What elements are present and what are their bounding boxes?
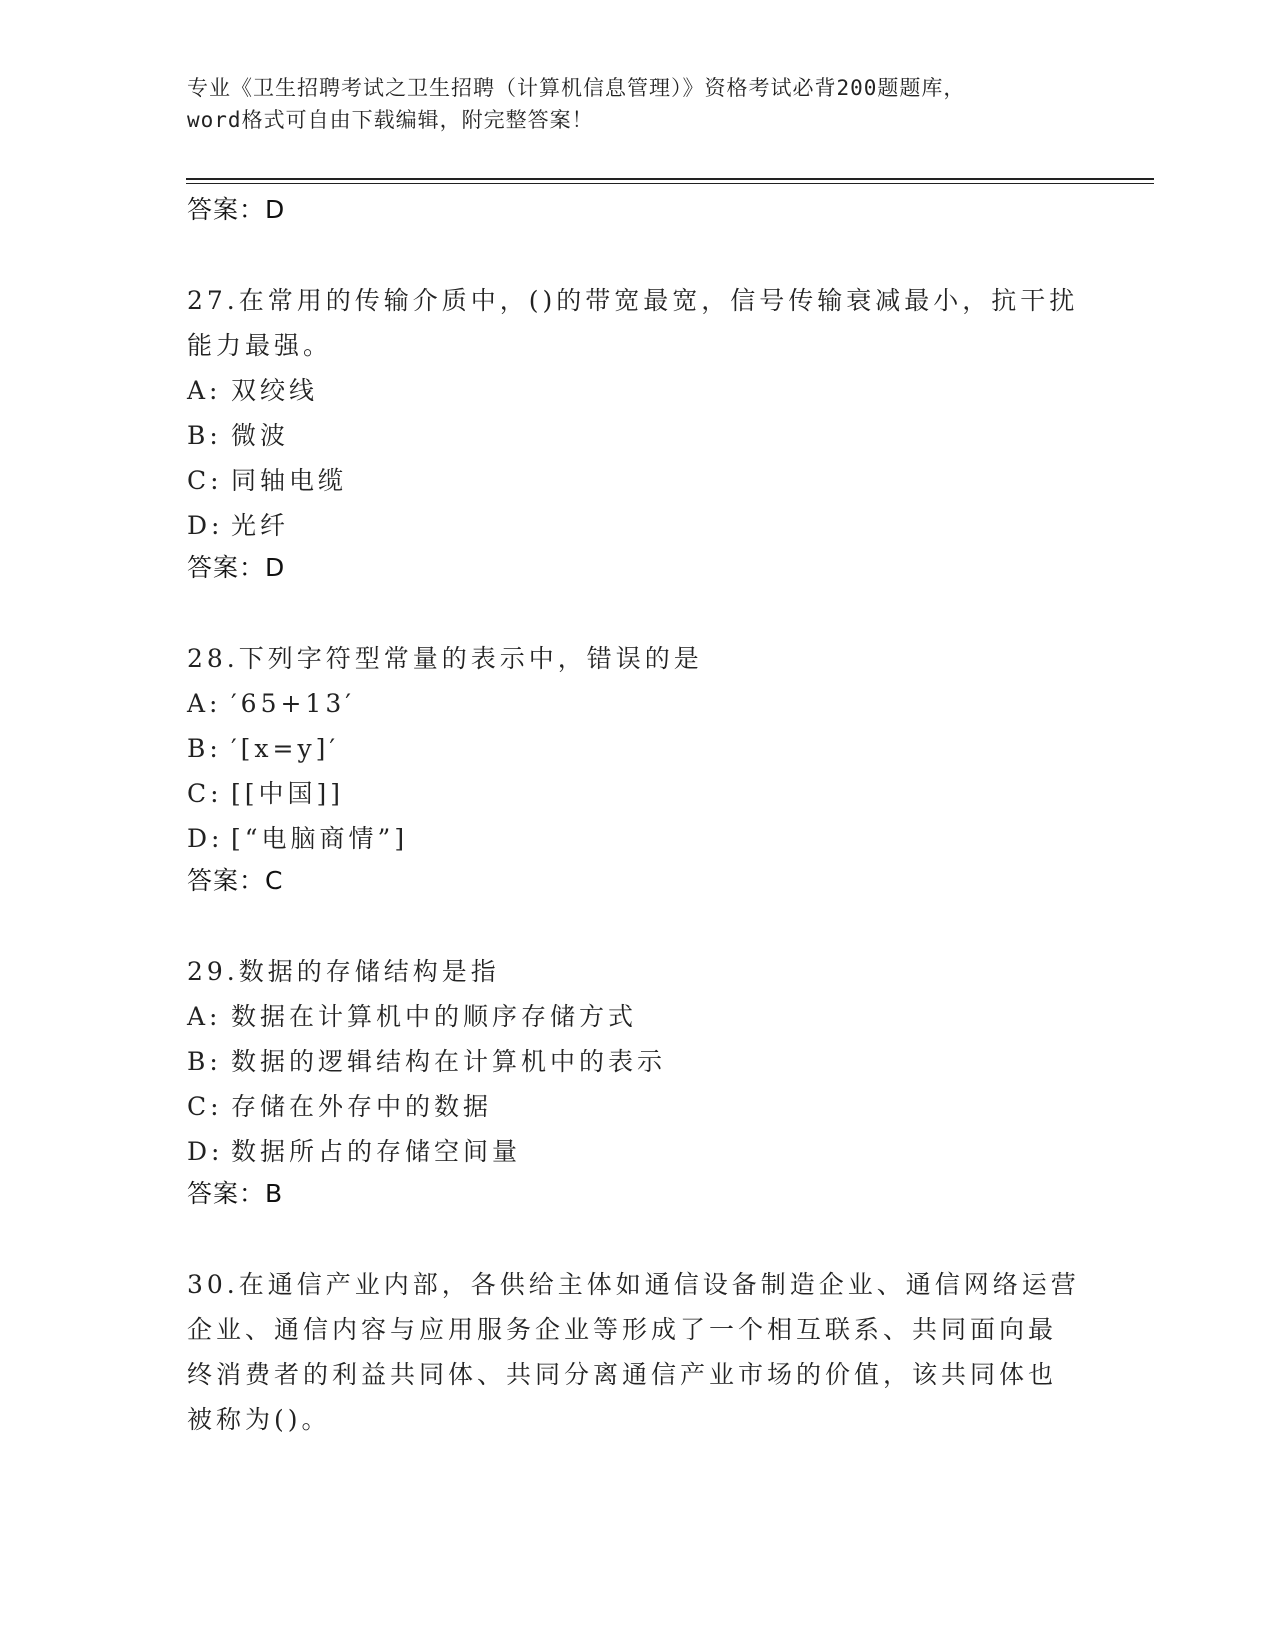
option-c (187, 771, 1087, 816)
option-text: ′[x=y]′ (231, 734, 340, 763)
question-text-line: 29.数据的存储结构是指 (187, 957, 500, 986)
previous-answer: 答案：D (187, 195, 286, 224)
option-a (187, 368, 1087, 413)
spacer (187, 588, 1087, 636)
header-title-line-1: 专业《卫生招聘考试之卫生招聘（计算机信息管理）》资格考试必背200题题库， (187, 76, 966, 100)
option-d (187, 1129, 1087, 1174)
question-list (187, 190, 1087, 1442)
answer-line: 答案：B (187, 1179, 284, 1208)
option-key: B: (187, 1047, 222, 1076)
option-d (187, 503, 1087, 548)
option-text: 数据在计算机中的顺序存储方式 (231, 1002, 638, 1031)
option-key: D: (187, 824, 224, 853)
option-text: 数据的逻辑结构在计算机中的表示 (231, 1047, 667, 1076)
option-a (187, 994, 1087, 1039)
question-text-line: 终消费者的利益共同体、共同分离通信产业市场的价值，该共同体也 (187, 1360, 1058, 1389)
option-key: A: (187, 689, 222, 718)
option-text: 双绞线 (231, 376, 319, 405)
header-divider-thin (186, 183, 1154, 184)
spacer (187, 901, 1087, 949)
option-key: B: (187, 421, 222, 450)
option-c (187, 1084, 1087, 1129)
option-key: B: (187, 734, 222, 763)
option-d (187, 816, 1087, 861)
question-text-line: 27.在常用的传输介质中，()的带宽最宽，信号传输衰减最小，抗干扰 (187, 286, 1079, 315)
spacer (187, 230, 1087, 278)
document-header (187, 72, 1087, 136)
option-a (187, 681, 1087, 726)
option-key: C: (187, 466, 223, 495)
question-text-line: 能力最强。 (187, 331, 333, 360)
question-text-line: 被称为()。 (187, 1405, 331, 1434)
question-block-27 (187, 278, 1087, 588)
question-block-29 (187, 949, 1087, 1214)
option-c (187, 458, 1087, 503)
option-text: 微波 (231, 421, 290, 450)
question-text-line: 28.下列字符型常量的表示中，错误的是 (187, 644, 703, 673)
question-block-28 (187, 636, 1087, 901)
option-text: 存储在外存中的数据 (231, 1092, 493, 1121)
option-key: C: (187, 1092, 223, 1121)
option-key: D: (187, 511, 224, 540)
option-key: D: (187, 1137, 224, 1166)
option-text: 同轴电缆 (231, 466, 348, 495)
option-key: C: (187, 779, 223, 808)
option-key: A: (187, 1002, 222, 1031)
option-key: A: (187, 376, 222, 405)
question-text-line: 30.在通信产业内部，各供给主体如通信设备制造企业、通信网络运营 (187, 1270, 1080, 1299)
option-b (187, 413, 1087, 458)
header-title-line-2: word格式可自由下载编辑，附完整答案！ (187, 108, 594, 132)
answer-line: 答案：C (187, 866, 284, 895)
option-b (187, 1039, 1087, 1084)
answer-line: 答案：D (187, 553, 286, 582)
option-text: [“电脑商情”] (231, 824, 409, 853)
option-text: 数据所占的存储空间量 (231, 1137, 522, 1166)
spacer (187, 1214, 1087, 1262)
option-text: 光纤 (231, 511, 290, 540)
option-text: ′65+13′ (231, 689, 355, 718)
question-text-line: 企业、通信内容与应用服务企业等形成了一个相互联系、共同面向最 (187, 1315, 1058, 1344)
option-b (187, 726, 1087, 771)
header-divider-thick (186, 178, 1154, 180)
option-text: [[中国]] (231, 779, 345, 808)
question-block-30 (187, 1262, 1087, 1442)
